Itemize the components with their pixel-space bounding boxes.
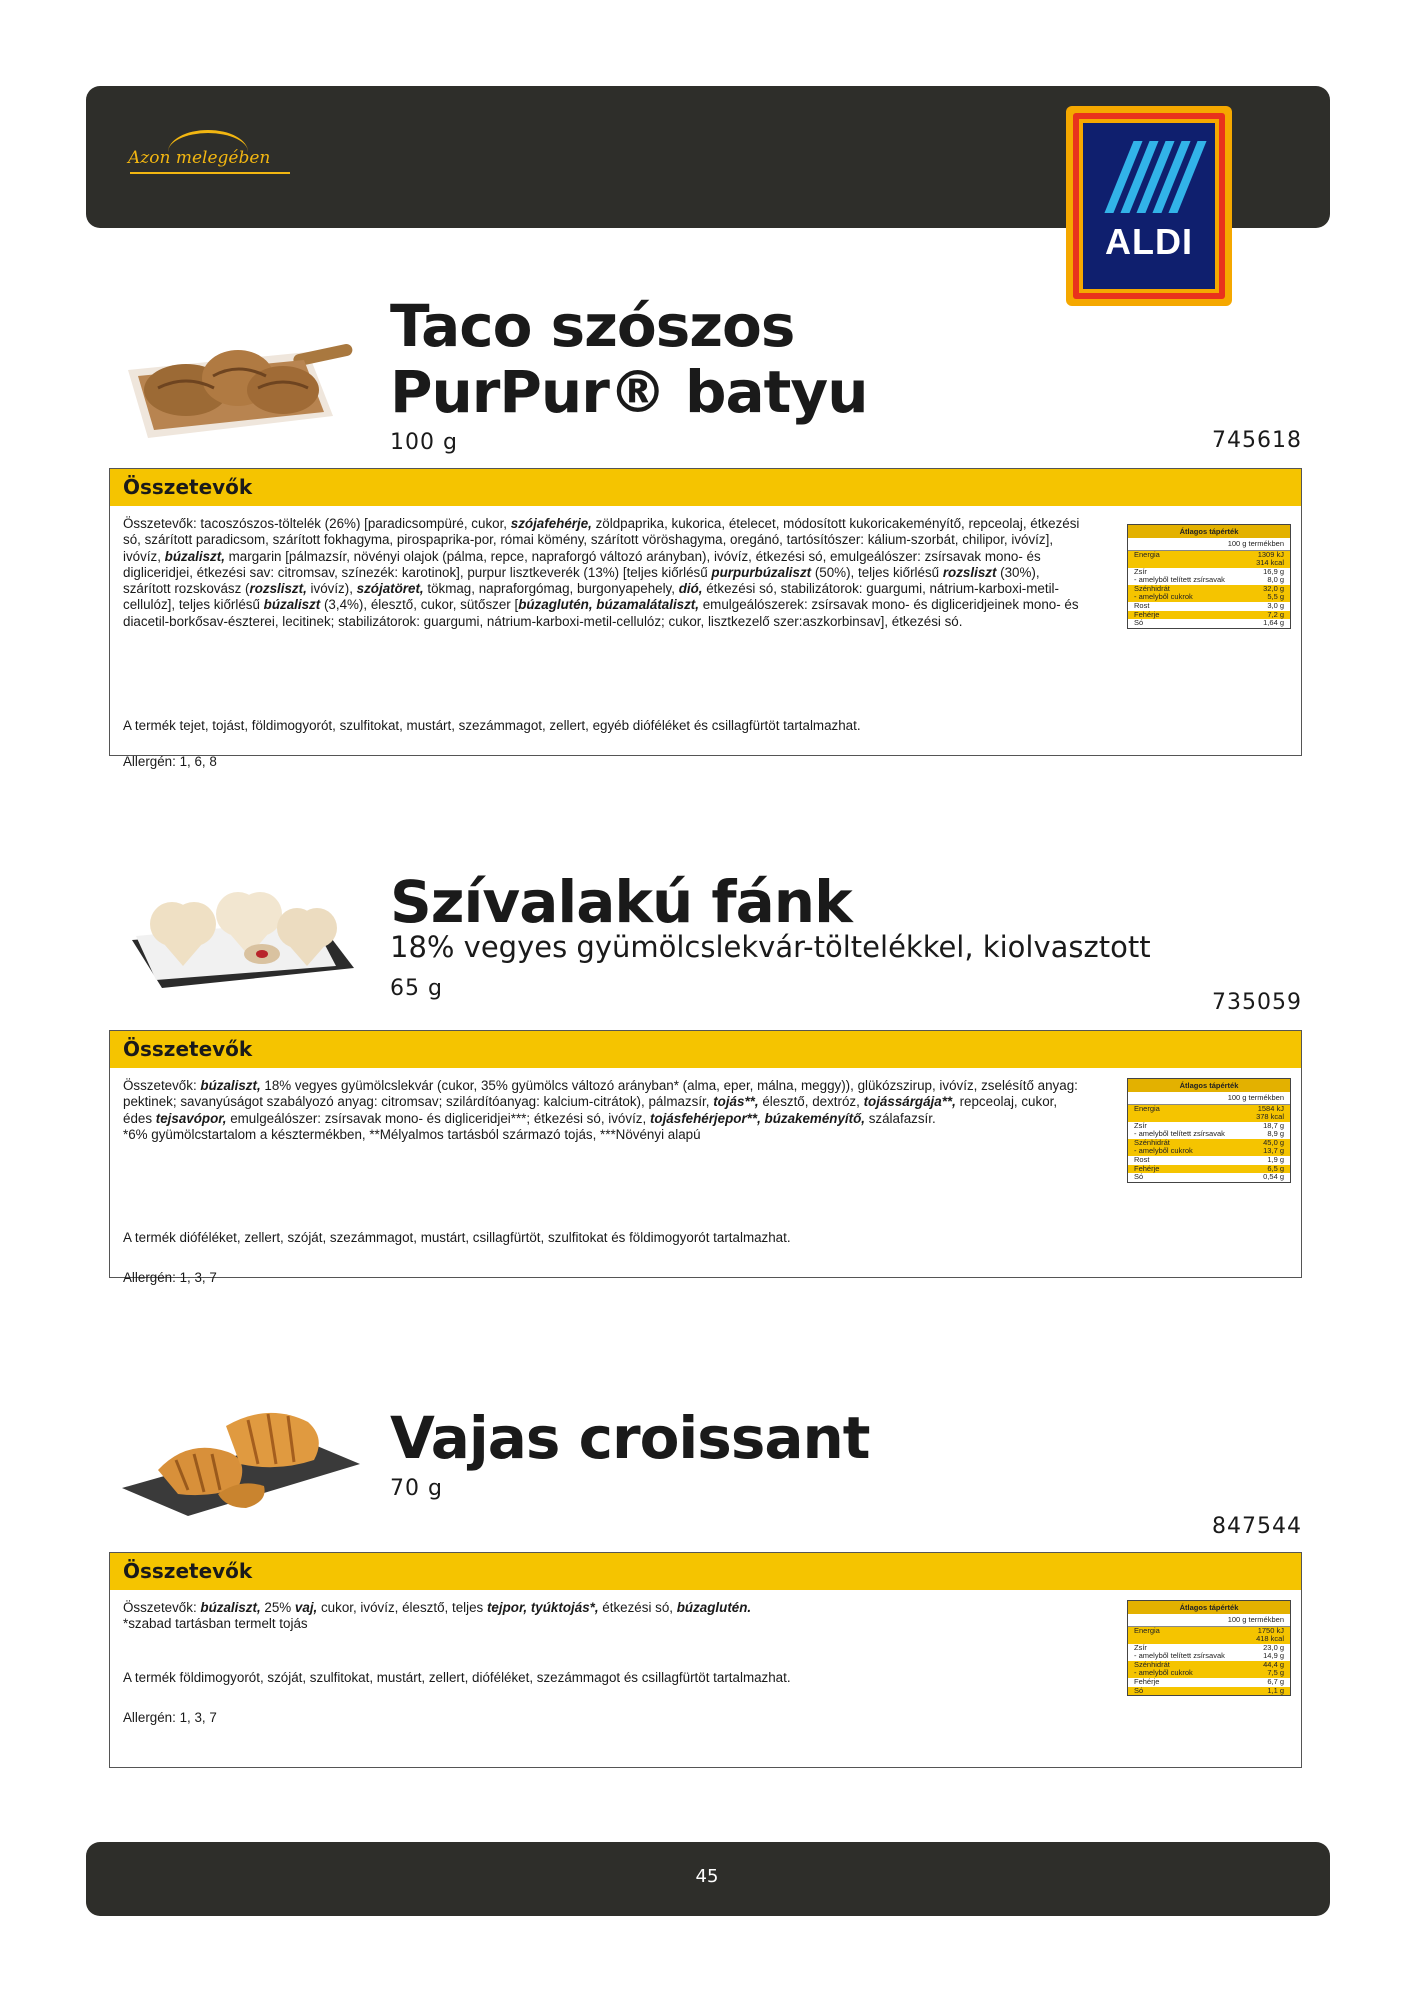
nutrition-value: 23,0 g bbox=[1263, 1642, 1284, 1652]
nutrition-value: 6,7 g bbox=[1267, 1677, 1284, 1687]
nutrition-value: 8,0 g bbox=[1267, 575, 1284, 585]
may-contain-text: A termék tejet, tojást, földimogyorót, szulfitokat, mustárt, szezámmagot, zellert, egyéb dióféléket és csillagfürtöt tartalmazhat. bbox=[123, 718, 861, 733]
product-code: 745618 bbox=[1212, 428, 1302, 453]
nutrition-label: Rost bbox=[1134, 1155, 1150, 1165]
section-header: Összetevők bbox=[110, 1031, 1301, 1068]
logo-text: ALDI bbox=[1105, 221, 1193, 262]
nutrition-value: 6,5 g bbox=[1267, 1163, 1284, 1173]
nutrition-label: Fehérje bbox=[1134, 1163, 1160, 1173]
nutrition-label: Energia bbox=[1134, 1103, 1160, 1113]
page-number: 45 bbox=[695, 1866, 719, 1887]
nutrition-label: Fehérje bbox=[1134, 1677, 1160, 1687]
allergens-text: Allergén: 1, 6, 8 bbox=[123, 754, 217, 769]
donut-product-image bbox=[122, 880, 362, 992]
nutrition-label: Zsír bbox=[1134, 1642, 1147, 1652]
may-contain-text: A termék dióféléket, zellert, szóját, szezámmagot, mustárt, csillagfürtöt, szulfitokat és földimogyorót tartalmazhat. bbox=[123, 1230, 791, 1245]
nutrition-column-label: 100 g termékben bbox=[1128, 1092, 1290, 1105]
nutrition-table bbox=[1127, 1078, 1291, 1183]
product-weight: 65 g bbox=[390, 976, 443, 1001]
nutrition-label: Rost bbox=[1134, 601, 1150, 611]
section-header: Összetevők bbox=[110, 1553, 1301, 1590]
ingredients-box bbox=[109, 1030, 1302, 1285]
brand-script: Azon melegében bbox=[128, 148, 271, 168]
allergens-text: Allergén: 1, 3, 7 bbox=[123, 1270, 217, 1285]
nutrition-value: 32,0 g bbox=[1263, 583, 1284, 593]
nutrition-row bbox=[1128, 1687, 1290, 1696]
nutrition-value: 1584 kJ bbox=[1257, 1103, 1284, 1113]
nutrition-value: 3,0 g bbox=[1267, 601, 1284, 611]
nutrition-label: Fehérje bbox=[1134, 609, 1160, 619]
ingredients-box bbox=[109, 468, 1302, 769]
product-weight: 100 g bbox=[390, 430, 458, 455]
nutrition-heading: Átlagos tápérték bbox=[1128, 525, 1290, 538]
nutrition-value: 44,4 g bbox=[1263, 1659, 1284, 1669]
nutrition-value: 7,5 g bbox=[1267, 1668, 1284, 1678]
ingredients-text: Összetevők: búzaliszt, 25% vaj, cukor, ivóvíz, élesztő, teljes tejpor, tyúktojás*, étkezési só, búzaglutén. *szabad tartásban termelt tojás bbox=[123, 1600, 752, 1632]
product-code: 847544 bbox=[1212, 1514, 1302, 1539]
pastry-product-image bbox=[118, 330, 358, 442]
nutrition-value: 14,9 g bbox=[1263, 1651, 1284, 1661]
nutrition-label: Zsír bbox=[1134, 566, 1147, 576]
nutrition-label: Só bbox=[1134, 1685, 1144, 1695]
nutrition-label: Szénhidrát bbox=[1134, 1137, 1170, 1147]
nutrition-value: 1750 kJ bbox=[1257, 1625, 1284, 1635]
nutrition-value: 16,9 g bbox=[1263, 566, 1284, 576]
allergens-text: Allergén: 1, 3, 7 bbox=[123, 1710, 217, 1725]
nutrition-column-label: 100 g termékben bbox=[1128, 1614, 1290, 1627]
nutrition-value: 7,2 g bbox=[1267, 609, 1284, 619]
product-code: 735059 bbox=[1212, 990, 1302, 1015]
nutrition-label: - amelyből cukrok bbox=[1134, 1668, 1193, 1678]
product-weight: 70 g bbox=[390, 1476, 443, 1501]
product-title: Szívalakú fánk bbox=[390, 868, 852, 936]
nutrition-row bbox=[1128, 1173, 1290, 1182]
nutrition-label: Só bbox=[1134, 1172, 1144, 1182]
ingredients-text: Összetevők: tacoszószos-töltelék (26%) [paradicsompüré, cukor, szójafehérje, zöldpaprika, kukorica, ételecet, módosított kukoricakeményítő, repceolaj, étkezési só, szárított paradicsom, szárított fokhagyma, pirospaprika-por, római kömény, szárított vöröshagyma, oregánó, tartósítószer: kálium-szorbát, chilipor, ivóvíz], ivóvíz, búzaliszt, margarin [pálmazsír, növényi olajok (pálma, repce, napraforgó változó arányban), ivóvíz, étkezési só, emulgeálószer: zsírsavak mono- és digliceridjei, étkezési sav: citromsav, színezék: karotinok], purpur lisztkeverék (13%) [teljes kiőrlésű purpurbúzaliszt (50%), teljes kiőrlésű rozsliszt (30%), szárított rozskovász (rozsliszt, ivóvíz), szójatöret, tökmag, napraforgómag, burgonyapehely, dió, étkezési só, stabilizátorok: guargumi, nátrium-karboxi-metil-cellulóz], teljes kiőrlésű búzaliszt (3,4%), élesztő, cukor, sütőszer [búzaglutén, búzamalátaliszt, emulgeálószerek: zsírsavak mono- és digliceridjeinek mono- és diacetil-borkősav-észterei, lecitinek; stabilizátorok: guargumi, nátrium-karboxi-metil-cellulóz; cukor, lisztkezelő szer:aszkorbinsav], étkezési só. bbox=[123, 516, 1080, 629]
nutrition-value: 45,0 g bbox=[1263, 1137, 1284, 1147]
nutrition-value: 0,54 g bbox=[1263, 1172, 1284, 1182]
nutrition-value: 1,64 g bbox=[1263, 618, 1284, 628]
nutrition-value: 418 kcal bbox=[1256, 1634, 1284, 1644]
nutrition-value: 314 kcal bbox=[1256, 558, 1284, 568]
nutrition-table bbox=[1127, 1600, 1291, 1696]
nutrition-table bbox=[1127, 524, 1291, 629]
nutrition-label: Energia bbox=[1134, 1625, 1160, 1635]
product-title: Vajas croissant bbox=[390, 1404, 870, 1472]
nutrition-value: 18,7 g bbox=[1263, 1120, 1284, 1130]
nutrition-value: 1,9 g bbox=[1267, 1155, 1284, 1165]
nutrition-column-label: 100 g termékben bbox=[1128, 538, 1290, 551]
ingredients-text: Összetevők: búzaliszt, 18% vegyes gyümölcslekvár (cukor, 35% gyümölcs változó arányban* (alma, eper, málna, meggy)), glükózszirup, ivóvíz, zselésítő anyag: pektinek; savanyúságot szabályozó anyag: citromsav; szilárdítóanyag: kalcium-citrátok), pálmazsír, tojás**, élesztő, dextróz, tojássárgája**, repceolaj, cukor, édes tejsavópor, emulgeálószer: zsírsavak mono- és digliceridjei***; étkezési só, ivóvíz, tojásfehérjepor**, búzakeményítő, szálafazsír. *6% gyümölcstartalom a késztermékben, **Mélyalmos tartásból származó tojás, ***Növényi alapú bbox=[123, 1078, 1078, 1142]
nutrition-label: - amelyből cukrok bbox=[1134, 1146, 1193, 1156]
ingredients-box bbox=[109, 1552, 1302, 1768]
nutrition-row bbox=[1128, 1147, 1290, 1156]
aldi-logo bbox=[1066, 106, 1232, 306]
nutrition-heading: Átlagos tápérték bbox=[1128, 1601, 1290, 1614]
nutrition-value: 5,5 g bbox=[1267, 592, 1284, 602]
nutrition-value: 1309 kJ bbox=[1257, 549, 1284, 559]
nutrition-label: Szénhidrát bbox=[1134, 583, 1170, 593]
product-title: Taco szószos bbox=[390, 292, 795, 360]
product-title: PurPur® batyu bbox=[390, 358, 868, 426]
wheat-underline-icon bbox=[130, 172, 290, 174]
nutrition-row bbox=[1128, 593, 1290, 602]
nutrition-label: - amelyből telített zsírsavak bbox=[1134, 575, 1225, 585]
nutrition-heading: Átlagos tápérték bbox=[1128, 1079, 1290, 1092]
nutrition-label: Só bbox=[1134, 618, 1144, 628]
nutrition-row bbox=[1128, 1678, 1290, 1687]
may-contain-text: A termék földimogyorót, szóját, szulfitokat, mustárt, zellert, dióféléket, szezámmagot és csillagfürtöt tartalmazhat. bbox=[123, 1670, 791, 1685]
nutrition-value: 8,9 g bbox=[1267, 1129, 1284, 1139]
section-header: Összetevők bbox=[110, 469, 1301, 506]
nutrition-value: 13,7 g bbox=[1263, 1146, 1284, 1156]
croissant-product-image bbox=[118, 1398, 368, 1516]
nutrition-value: 378 kcal bbox=[1256, 1112, 1284, 1122]
nutrition-value: 1,1 g bbox=[1267, 1685, 1284, 1695]
nutrition-row bbox=[1128, 619, 1290, 628]
nutrition-label: Energia bbox=[1134, 549, 1160, 559]
nutrition-label: - amelyből telített zsírsavak bbox=[1134, 1129, 1225, 1139]
nutrition-label: - amelyből cukrok bbox=[1134, 592, 1193, 602]
nutrition-label: Zsír bbox=[1134, 1120, 1147, 1130]
nutrition-label: Szénhidrát bbox=[1134, 1659, 1170, 1669]
nutrition-label: - amelyből telített zsírsavak bbox=[1134, 1651, 1225, 1661]
product-subtitle: 18% vegyes gyümölcslekvár-töltelékkel, kiolvasztott bbox=[390, 930, 1151, 964]
